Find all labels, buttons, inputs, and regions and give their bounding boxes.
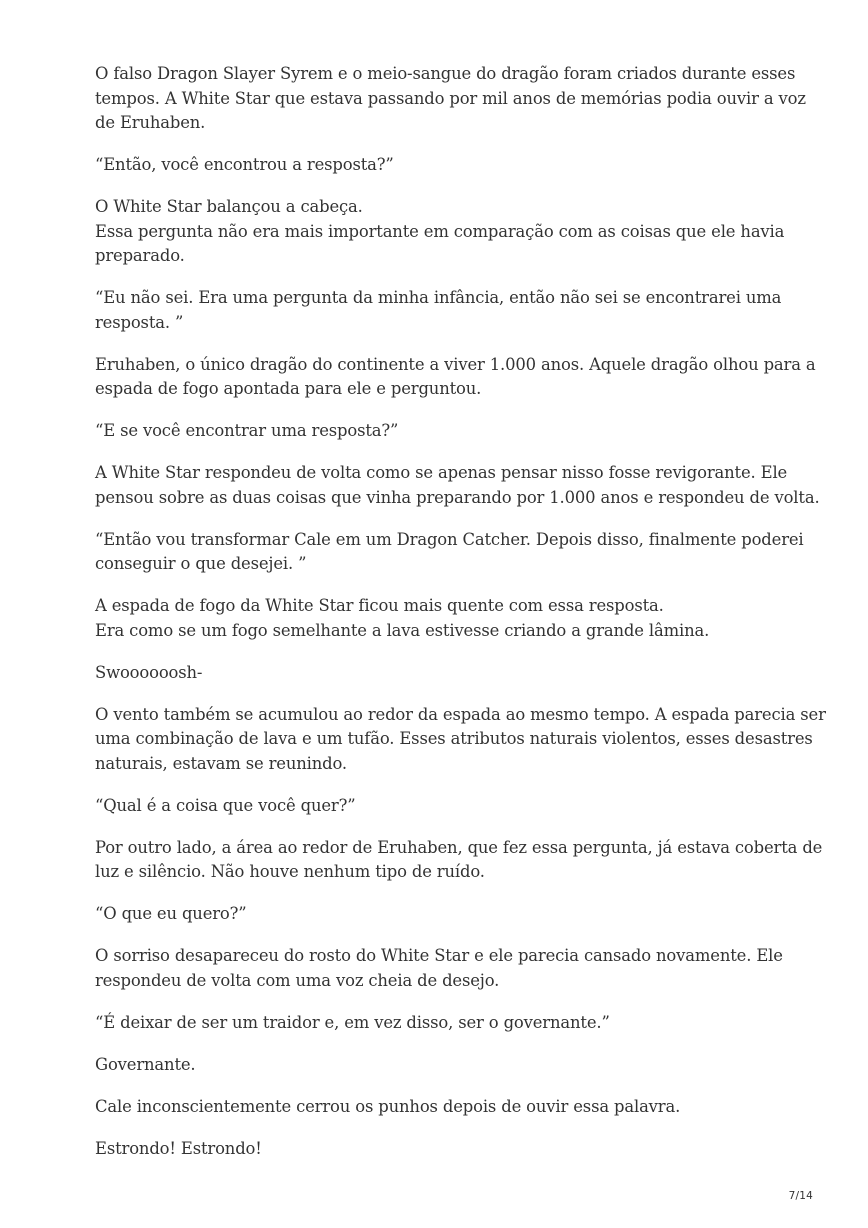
paragraph [95, 902, 785, 927]
paragraph [95, 703, 826, 777]
text-line: O falso Dragon Slayer Syrem e o meio-sangue do dragão foram criados durante esses [95, 64, 796, 83]
paragraph [95, 62, 806, 136]
text-line: Eruhaben, o único dragão do continente a viver 1.000 anos. Aquele dragão olhou para a [95, 354, 816, 374]
text-line: A espada de fogo da White Star ficou mais quente com essa resposta. [95, 596, 664, 615]
page-number: 7/14 [788, 1190, 813, 1202]
text-line: espada de fogo apontada para ele e perguntou. [95, 379, 482, 398]
paragraph [95, 594, 785, 643]
paragraph [95, 944, 785, 993]
text-line: Era como se um fogo semelhante a lava estivesse criando a grande lâmina. [95, 620, 710, 640]
text-line: resposta. ” [95, 312, 184, 332]
body-text [95, 62, 826, 1179]
text-line: Por outro lado, a área ao redor de Eruhaben, que fez essa pergunta, já estava coberta de [95, 837, 823, 857]
text-line: luz e silêncio. Não houve nenhum tipo de ruído. [95, 862, 485, 881]
paragraph [95, 528, 804, 577]
paragraph [95, 419, 785, 444]
text-line: “Então, você encontrou a resposta?” [95, 155, 394, 174]
text-line: tempos. A White Star que estava passando por mil anos de memórias podia ouvir a voz [95, 88, 806, 108]
text-line: O vento também se acumulou ao redor da espada ao mesmo tempo. A espada parecia ser [95, 704, 826, 724]
paragraph [95, 1095, 785, 1120]
text-line: Swoooooosh- [95, 662, 203, 682]
text-line: “É deixar de ser um traidor e, em vez disso, ser o governante.” [95, 1012, 610, 1032]
paragraph [95, 153, 785, 178]
text-line: “Qual é a coisa que você quer?” [95, 795, 356, 815]
text-line: Governante. [95, 1054, 196, 1074]
text-line: A White Star respondeu de volta como se apenas pensar nisso fosse revigorante. Ele [95, 463, 788, 482]
paragraph [95, 794, 785, 819]
paragraph [95, 286, 785, 335]
paragraph [95, 461, 820, 510]
text-line: O White Star balançou a cabeça. [95, 197, 363, 216]
text-line: pensou sobre as duas coisas que vinha preparando por 1.000 anos e respondeu de volta. [95, 487, 820, 507]
paragraph [95, 1011, 785, 1036]
text-line: O sorriso desapareceu do rosto do White Star e ele parecia cansado novamente. Ele [95, 946, 783, 965]
paragraph [95, 1053, 785, 1078]
text-line: Estrondo! Estrondo! [95, 1138, 262, 1158]
text-line: conseguir o que desejei. ” [95, 554, 307, 573]
text-line: Cale inconscientemente cerrou os punhos depois de ouvir essa palavra. [95, 1096, 681, 1116]
text-line: uma combinação de lava e um tufão. Esses atributos naturais violentos, esses desastres [95, 729, 813, 748]
text-line: de Eruhaben. [95, 113, 206, 132]
paragraph [95, 353, 816, 402]
paragraph [95, 661, 785, 686]
text-line: “E se você encontrar uma resposta?” [95, 421, 399, 440]
text-line: naturais, estavam se reunindo. [95, 753, 347, 773]
text-line: “Eu não sei. Era uma pergunta da minha infância, então não sei se encontrarei uma [95, 288, 782, 307]
text-line: respondeu de volta com uma voz cheia de desejo. [95, 970, 500, 990]
text-line: preparado. [95, 246, 185, 265]
text-line: “O que eu quero?” [95, 904, 247, 923]
paragraph [95, 1137, 785, 1162]
text-line: Essa pergunta não era mais importante em comparação com as coisas que ele havia [95, 221, 785, 241]
paragraph [95, 195, 785, 269]
text-line: “Então vou transformar Cale em um Dragon Catcher. Depois disso, finalmente poderei [95, 529, 804, 549]
paragraph [95, 836, 823, 885]
